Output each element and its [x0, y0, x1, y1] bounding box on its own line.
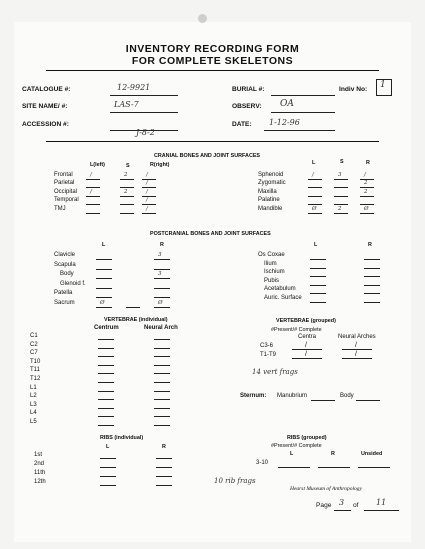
- vertebra-neural-field[interactable]: [154, 382, 170, 383]
- cranial-mark-field[interactable]: [360, 213, 374, 214]
- cranial-mark-field[interactable]: [86, 213, 100, 214]
- cranial-bone-label: Zygomatic: [258, 180, 286, 187]
- sternum-label: Sternum:: [240, 393, 267, 399]
- postcranial-bone-label: Glenoid f.: [60, 280, 86, 287]
- observer-label: OBSERV:: [232, 103, 262, 110]
- cranial-mark-field[interactable]: [334, 179, 348, 180]
- rib-l-field[interactable]: [100, 458, 116, 459]
- burial-field[interactable]: [271, 95, 335, 96]
- cranial-mark-field[interactable]: [142, 204, 156, 205]
- vertebra-neural-field[interactable]: [154, 339, 170, 340]
- date-field[interactable]: [264, 130, 335, 131]
- postcranial-mark-field[interactable]: [310, 259, 326, 260]
- vertebra-label: T12: [30, 376, 41, 382]
- page-field[interactable]: [334, 510, 351, 511]
- vertebra-neural-field[interactable]: [154, 399, 170, 400]
- site-label: SITE NAME/ #:: [22, 103, 68, 110]
- cranial-mark-field[interactable]: [142, 179, 156, 180]
- postcranial-mark-field[interactable]: [154, 278, 170, 279]
- postcranial-mark-field[interactable]: [154, 269, 170, 270]
- sacrum-center-field[interactable]: [126, 307, 140, 308]
- postcranial-mark-field[interactable]: [310, 293, 326, 294]
- vertebra-centrum-field[interactable]: [98, 399, 114, 400]
- rib-r-field[interactable]: [156, 485, 172, 486]
- cranial-bone-label: Maxilla: [258, 188, 277, 195]
- cranial-mark-value: Ø: [312, 205, 317, 212]
- cranial-bone-label: TMJ: [54, 205, 66, 212]
- postcranial-mark-field[interactable]: [364, 293, 380, 294]
- vert-grp-field[interactable]: [342, 358, 372, 359]
- vertebra-label: T10: [30, 358, 41, 365]
- form-title-line2: FOR COMPLETE SKELETONS: [131, 55, 294, 67]
- postcranial-mark-field[interactable]: [310, 268, 326, 269]
- cranial-mark-value: 2: [364, 188, 368, 195]
- vertebra-centrum-field[interactable]: [98, 382, 114, 383]
- postcranial-heading: POSTCRANIAL BONES AND JOINT SURFACES: [150, 231, 271, 237]
- cranial-mark-field[interactable]: [334, 196, 348, 197]
- postcranial-col-l: L: [102, 242, 106, 248]
- postcranial-mark-field[interactable]: [364, 302, 380, 303]
- postcranial-bone-label: Body: [60, 271, 74, 277]
- cranial-mark-value: Ø: [364, 205, 369, 212]
- vert-ind-col-neural: Neural Arch: [144, 325, 178, 331]
- catalogue-label: CATALOGUE #:: [22, 86, 71, 93]
- postcranial-bone-label: Acetabulum: [264, 286, 296, 292]
- cranial-mark-value: /: [364, 172, 366, 178]
- vert-ind-col-centrum: Centrum: [94, 325, 119, 331]
- cranial-bone-label: Occipital: [54, 188, 78, 195]
- ribs-grp-r-field[interactable]: [318, 467, 350, 468]
- postcranial-mark-field[interactable]: [154, 297, 170, 298]
- postcranial-mark-field[interactable]: [96, 307, 112, 308]
- postcranial-mark-field[interactable]: [364, 285, 380, 286]
- postcranial-mark-field[interactable]: [364, 268, 380, 269]
- cranial-mark-field[interactable]: [86, 196, 100, 197]
- page-value: 3: [339, 498, 345, 507]
- total-value: 11: [376, 498, 387, 507]
- cranial-mark-field[interactable]: [142, 213, 156, 214]
- vertebra-neural-field[interactable]: [154, 425, 170, 426]
- vert-grp-slash: /: [355, 351, 357, 358]
- vert-frags-note: 14 vert frags: [252, 368, 298, 376]
- vertebra-neural-field[interactable]: [154, 416, 170, 417]
- cranial-bone-label: Parietal: [54, 180, 75, 187]
- cranial-mark-value: 2: [124, 172, 128, 178]
- accession-value: J-8-2: [136, 128, 155, 137]
- ribs-grp-row-label: 3-10: [256, 460, 269, 466]
- vertebra-neural-field[interactable]: [154, 391, 170, 392]
- body-label: Body: [340, 393, 354, 399]
- cranial-bone-label: Temporal: [54, 197, 79, 204]
- vertebra-neural-field[interactable]: [154, 348, 170, 349]
- ribs-grp-l-field[interactable]: [278, 467, 310, 468]
- cranial-mark-field[interactable]: [308, 213, 322, 214]
- vert-grp-field[interactable]: [342, 349, 372, 350]
- cranial-mark-field[interactable]: [120, 179, 134, 180]
- rib-r-field[interactable]: [156, 467, 172, 468]
- manubrium-label: Manubrium: [277, 393, 308, 399]
- postcranial-mark-field[interactable]: [96, 288, 112, 289]
- cranial-col-r: R(right): [150, 162, 170, 168]
- ribs-grp-heading: RIBS (grouped): [287, 435, 327, 441]
- cranial-mark-field[interactable]: [308, 187, 322, 188]
- cranial-mark-field[interactable]: [334, 187, 348, 188]
- date-label: DATE:: [232, 121, 252, 128]
- cranial-col-s: S: [126, 163, 130, 169]
- postcranial-mark-field[interactable]: [310, 285, 326, 286]
- ribs-grp-unsided-field[interactable]: [358, 467, 390, 468]
- vertebra-label: T11: [30, 367, 40, 374]
- cranial-mark-field[interactable]: [360, 196, 374, 197]
- vertebra-centrum-field[interactable]: [98, 373, 114, 374]
- cranial-mark-value: 2: [364, 180, 368, 187]
- page-label: Page: [316, 502, 332, 509]
- vertebra-label: L5: [30, 419, 37, 425]
- date-value: 1-12-96: [269, 118, 300, 127]
- cranial-right-col-l: L: [312, 160, 316, 166]
- vertebra-centrum-field[interactable]: [98, 365, 114, 366]
- vert-grp-field[interactable]: [292, 358, 322, 359]
- ribs-ind-heading: RIBS (individual): [100, 435, 144, 441]
- rib-frags-note: 10 rib frags: [214, 477, 256, 485]
- vertebra-centrum-field[interactable]: [98, 339, 114, 340]
- of-label: of: [353, 502, 359, 509]
- vertebra-centrum-field[interactable]: [98, 408, 114, 409]
- cranial-mark-value: /: [146, 205, 148, 212]
- postcranial-mark-field[interactable]: [364, 276, 380, 277]
- cranial-mark-field[interactable]: [334, 213, 348, 214]
- accession-label: ACCESSION #:: [22, 121, 69, 128]
- vertebra-centrum-field[interactable]: [98, 348, 114, 349]
- cranial-heading: CRANIAL BONES AND JOINT SURFACES: [154, 153, 261, 159]
- cranial-bone-label: Mandible: [258, 205, 283, 212]
- rib-l-field[interactable]: [100, 476, 116, 477]
- vertebra-label: C2: [30, 341, 38, 348]
- vertebra-neural-field[interactable]: [154, 408, 170, 409]
- cranial-mark-field[interactable]: [308, 179, 322, 180]
- total-field[interactable]: [364, 510, 399, 511]
- vertebra-centrum-field[interactable]: [98, 416, 114, 417]
- ribs-grp-col-r: R: [331, 451, 335, 457]
- cranial-mark-value: 2: [338, 205, 342, 212]
- catalogue-field[interactable]: [110, 95, 178, 96]
- vertebra-label: L3: [30, 401, 37, 408]
- cranial-mark-value: /: [90, 188, 92, 195]
- cranial-mark-value: /: [146, 188, 148, 195]
- cranial-mark-field[interactable]: [142, 187, 156, 188]
- vertebra-label: L2: [30, 393, 37, 400]
- postcranial-bone-label: Sacrum: [54, 299, 75, 306]
- cranial-mark-field[interactable]: [120, 204, 134, 205]
- cranial-mark-value: /: [146, 180, 148, 187]
- postcranial-right-col-r: R: [368, 242, 372, 248]
- vertebra-centrum-field[interactable]: [98, 356, 114, 357]
- rib-label: 1st: [34, 452, 43, 458]
- cranial-col-l: L(left): [90, 162, 105, 168]
- postcranial-bone-label: Auric. Surface: [264, 294, 302, 301]
- postcranial-mark-field[interactable]: [96, 269, 112, 270]
- cranial-bone-label: Sphenoid: [258, 172, 284, 178]
- cranial-right-col-r: R: [366, 160, 370, 166]
- cranial-bone-label: Frontal: [54, 172, 73, 178]
- vert-grp-field[interactable]: [292, 349, 322, 350]
- vertebra-label: C7: [30, 350, 38, 357]
- catalogue-value: 12-9921: [117, 83, 151, 92]
- cranial-bone-label: Palatine: [258, 197, 280, 204]
- rib-l-field[interactable]: [100, 485, 116, 486]
- postcranial-mark-value: 3: [158, 271, 162, 277]
- rib-label: 11th: [34, 470, 46, 476]
- burial-label: BURIAL #:: [232, 86, 265, 93]
- cranial-right-col-s: S: [340, 159, 344, 165]
- ribs-ind-col-r: R: [162, 444, 166, 450]
- cranial-mark-value: /: [146, 172, 148, 178]
- postcranial-col-r: R: [160, 242, 164, 248]
- postcranial-mark-field[interactable]: [154, 288, 170, 289]
- meta-rule: [46, 141, 379, 142]
- observer-field[interactable]: [271, 112, 335, 113]
- site-value: LAS-7: [114, 100, 139, 109]
- vert-grp-heading: VERTEBRAE (grouped): [276, 318, 336, 324]
- vertebra-label: L4: [30, 410, 37, 417]
- cranial-mark-value: /: [90, 172, 92, 178]
- vert-grp-col-centra: Centra: [298, 334, 317, 340]
- postcranial-bone-label: Patella: [54, 290, 73, 296]
- vert-grp-subheading: #Present/# Complete: [271, 327, 322, 333]
- ribs-grp-col-unsided: Unsided: [361, 451, 383, 457]
- cranial-mark-field[interactable]: [142, 196, 156, 197]
- form-page: [14, 22, 411, 542]
- cranial-mark-field[interactable]: [308, 196, 322, 197]
- postcranial-bone-label: Clavicle: [54, 252, 76, 258]
- site-field[interactable]: [110, 112, 178, 113]
- vert-grp-slash: /: [305, 351, 307, 358]
- postcranial-mark-field[interactable]: [364, 259, 380, 260]
- postcranial-mark-value: Ø: [158, 299, 163, 306]
- cranial-mark-field[interactable]: [86, 204, 100, 205]
- rib-r-field[interactable]: [156, 458, 172, 459]
- title-rule: [46, 70, 379, 71]
- ribs-grp-subheading: #Present/# Complete: [271, 443, 322, 449]
- vert-grp-col-neural: Neural Arches: [338, 334, 376, 340]
- postcranial-mark-field[interactable]: [96, 297, 112, 298]
- vert-grp-row-label: T1-T9: [260, 352, 277, 358]
- cranial-mark-value: 2: [124, 188, 128, 195]
- postcranial-mark-value: Ø: [100, 299, 105, 306]
- vert-grp-slash: /: [305, 342, 307, 349]
- postcranial-mark-value: 3: [158, 252, 162, 258]
- rib-label: 2nd: [34, 461, 45, 467]
- cranial-mark-value: 3: [338, 172, 342, 178]
- postcranial-bone-label: Ischium: [264, 269, 285, 275]
- cranial-mark-value: /: [146, 197, 148, 204]
- cranial-mark-value: /: [312, 172, 314, 178]
- form-title-line1: INVENTORY RECORDING FORM: [125, 43, 300, 55]
- museum-name: Hearst Museum of Anthropology: [290, 486, 362, 492]
- vertebra-neural-field[interactable]: [154, 365, 170, 366]
- ribs-grp-col-l: L: [290, 451, 294, 457]
- vertebra-label: C1: [30, 333, 38, 339]
- vertebra-neural-field[interactable]: [154, 356, 170, 357]
- postcranial-mark-field[interactable]: [310, 276, 326, 277]
- indiv-label: Indiv No:: [339, 86, 368, 93]
- rib-r-field[interactable]: [156, 476, 172, 477]
- vert-grp-slash: /: [355, 342, 357, 349]
- postcranial-bone-label: Scapula: [54, 261, 76, 268]
- postcranial-mark-field[interactable]: [154, 307, 170, 308]
- postcranial-mark-field[interactable]: [154, 259, 170, 260]
- vertebra-label: L1: [30, 384, 37, 391]
- indiv-value: 1: [380, 80, 386, 90]
- postcranial-right-col-l: L: [314, 242, 318, 248]
- observer-value: OA: [280, 99, 294, 109]
- postcranial-bone-label: Os Coxae: [258, 252, 285, 258]
- vert-ind-heading: VERTEBRAE (individual): [104, 317, 168, 323]
- manubrium-field[interactable]: [311, 400, 335, 401]
- postcranial-mark-field[interactable]: [96, 259, 112, 260]
- vertebra-centrum-field[interactable]: [98, 391, 114, 392]
- vertebra-centrum-field[interactable]: [98, 425, 114, 426]
- ribs-ind-col-l: L: [106, 444, 110, 450]
- vert-grp-row-label: C3-6: [260, 343, 274, 349]
- postcranial-mark-field[interactable]: [310, 302, 326, 303]
- postcranial-bone-label: Ilium: [264, 260, 277, 267]
- cranial-mark-field[interactable]: [120, 196, 134, 197]
- rib-l-field[interactable]: [100, 467, 116, 468]
- vertebra-neural-field[interactable]: [154, 373, 170, 374]
- body-field[interactable]: [356, 400, 380, 401]
- postcranial-bone-label: Pubis: [264, 277, 280, 284]
- postcranial-mark-field[interactable]: [96, 278, 112, 279]
- hole-punch-icon: [198, 14, 207, 23]
- cranial-mark-field[interactable]: [120, 213, 134, 214]
- cranial-mark-field[interactable]: [86, 179, 100, 180]
- rib-label: 12th: [34, 479, 46, 485]
- cranial-mark-field[interactable]: [86, 187, 100, 188]
